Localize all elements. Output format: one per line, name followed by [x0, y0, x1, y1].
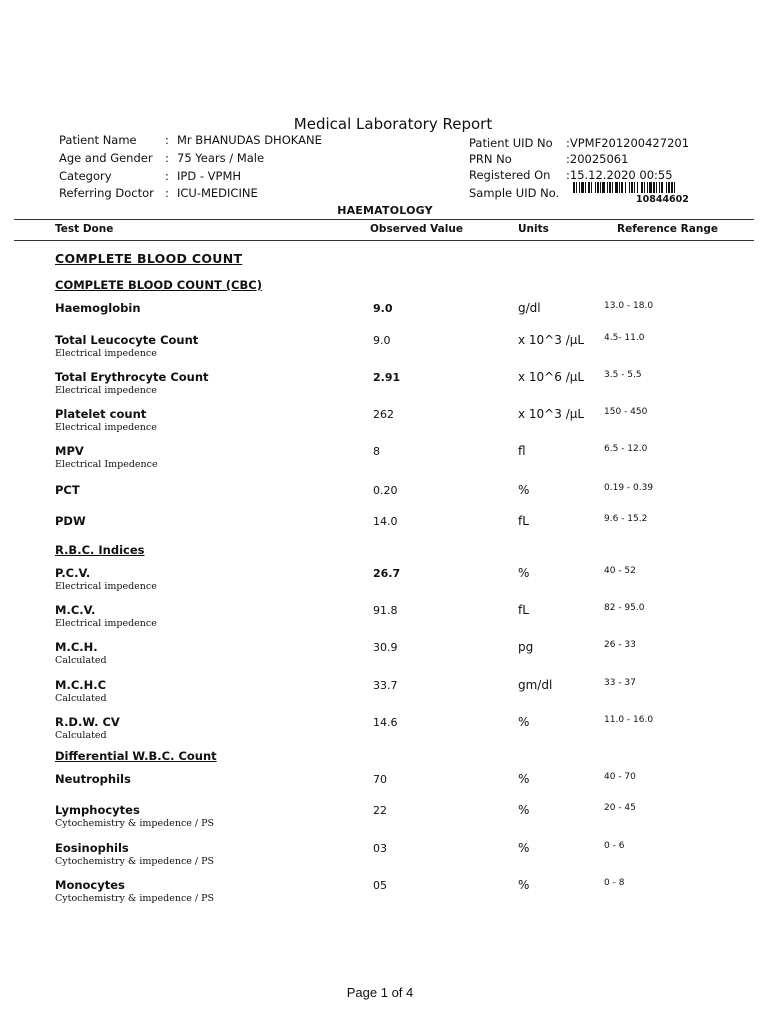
test-method: Electrical impedence: [55, 348, 157, 359]
prn-value: :20025061: [566, 152, 629, 166]
unit: x 10^6 /µL: [518, 370, 585, 384]
barcode-bar: [573, 182, 575, 193]
unit: fL: [518, 514, 529, 528]
divider: [14, 219, 754, 220]
barcode-bar: [581, 182, 584, 193]
test-name: PDW: [55, 514, 86, 528]
divider: [14, 240, 754, 241]
unit: %: [518, 483, 530, 497]
reference-range: 13.0 - 18.0: [604, 301, 654, 311]
observed-value: 8: [373, 445, 380, 458]
unit: x 10^3 /µL: [518, 333, 585, 347]
test-name: M.C.V.: [55, 603, 96, 617]
observed-value: 26.7: [373, 567, 401, 580]
test-name: M.C.H.C: [55, 678, 107, 692]
observed-value: 9.0: [373, 302, 393, 315]
reference-range: 4.5- 11.0: [604, 333, 645, 343]
reference-range: 26 - 33: [604, 640, 636, 650]
test-method: Electrical impedence: [55, 422, 157, 433]
barcode-bar: [629, 182, 630, 193]
test-name: Lymphocytes: [55, 803, 140, 817]
barcode-bar: [591, 182, 592, 193]
prn-label: PRN No: [469, 152, 512, 166]
barcode-bar: [659, 182, 660, 193]
unit: %: [518, 772, 530, 786]
reference-range: 0 - 6: [604, 841, 625, 851]
test-method: Calculated: [55, 693, 107, 704]
test-name: Neutrophils: [55, 772, 131, 786]
observed-value: 70: [373, 773, 387, 786]
referring-doctor-value: ICU-MEDICINE: [177, 186, 258, 200]
observed-value: 14.0: [373, 515, 398, 528]
barcode-bar: [600, 182, 601, 193]
test-name: MPV: [55, 444, 84, 458]
category-value: IPD - VPMH: [177, 169, 242, 183]
age-gender-value: 75 Years / Male: [177, 151, 265, 165]
barcode-bar: [595, 182, 596, 193]
test-name: P.C.V.: [55, 566, 91, 580]
observed-value: 2.91: [373, 371, 401, 384]
barcode-bar: [612, 182, 613, 193]
patient-uid-label: Patient UID No: [469, 136, 553, 150]
barcode-bar: [602, 182, 605, 193]
colon: :: [165, 133, 169, 147]
patient-name-label: Patient Name: [59, 133, 137, 147]
test-name: Eosinophils: [55, 841, 129, 855]
unit: gm/dl: [518, 678, 553, 692]
barcode-bar: [666, 182, 667, 193]
colon: :: [165, 186, 169, 200]
colon: :: [165, 151, 169, 165]
reference-range: 11.0 - 16.0: [604, 715, 654, 725]
unit: %: [518, 841, 530, 855]
barcode-bar: [653, 182, 655, 193]
barcode-bar: [597, 182, 599, 193]
test-method: Cytochemistry & impedence / PS: [55, 818, 215, 829]
observed-value: 9.0: [373, 334, 391, 347]
page-number: Page 1 of 4: [346, 985, 414, 1000]
unit: %: [518, 878, 530, 892]
barcode-bar: [615, 182, 618, 193]
barcode-bar: [579, 182, 580, 193]
reference-range: 0.19 - 0.39: [604, 483, 654, 493]
patient-name-value: Mr BHANUDAS DHOKANE: [177, 133, 322, 147]
registered-on-label: Registered On: [469, 168, 551, 182]
observed-value: 33.7: [373, 679, 398, 692]
barcode-bar: [656, 182, 657, 193]
test-name: PCT: [55, 483, 80, 497]
unit: x 10^3 /µL: [518, 407, 585, 421]
test-method: Electrical impedence: [55, 385, 157, 396]
unit: %: [518, 803, 530, 817]
test-method: Cytochemistry & impedence / PS: [55, 893, 215, 904]
unit: pg: [518, 640, 534, 654]
colon: :: [165, 169, 169, 183]
test-method: Calculated: [55, 655, 107, 666]
unit: %: [518, 566, 530, 580]
barcode-bar: [585, 182, 586, 193]
test-name: Monocytes: [55, 878, 125, 892]
barcode-bar: [631, 182, 633, 193]
barcode-bar: [625, 182, 626, 193]
observed-value: 03: [373, 842, 387, 855]
barcode-bar: [588, 182, 590, 193]
reference-range: 6.5 - 12.0: [604, 444, 648, 454]
test-method: Electrical impedence: [55, 581, 157, 592]
barcode-bar: [671, 182, 673, 193]
test-name: M.C.H.: [55, 640, 98, 654]
barcode-bar: [641, 182, 643, 193]
referring-doctor-label: Referring Doctor: [59, 186, 154, 200]
column-header-value: Observed Value: [370, 223, 463, 235]
barcode-icon: [573, 182, 753, 193]
barcode-bar: [609, 182, 611, 193]
test-name: Total Leucocyte Count: [55, 333, 199, 347]
reference-range: 0 - 8: [604, 878, 625, 888]
test-name: Total Erythrocyte Count: [55, 370, 209, 384]
barcode-bar: [637, 182, 638, 193]
heading-differential-wbc: Differential W.B.C. Count: [55, 749, 217, 763]
unit: fl: [518, 444, 526, 458]
unit: %: [518, 715, 530, 729]
reference-range: 40 - 70: [604, 772, 636, 782]
reference-range: 20 - 45: [604, 803, 636, 813]
barcode-bar: [649, 182, 652, 193]
reference-range: 3.5 - 5.5: [604, 370, 642, 380]
category-label: Category: [59, 169, 112, 183]
unit: g/dl: [518, 301, 541, 315]
barcode-bar: [661, 182, 663, 193]
test-method: Electrical impedence: [55, 618, 157, 629]
test-method: Electrical Impedence: [55, 459, 158, 470]
report-title: Medical Laboratory Report: [293, 115, 493, 133]
barcode-bar: [619, 182, 620, 193]
observed-value: 22: [373, 804, 387, 817]
observed-value: 91.8: [373, 604, 398, 617]
column-header-test: Test Done: [55, 223, 114, 235]
observed-value: 262: [373, 408, 394, 421]
reference-range: 33 - 37: [604, 678, 636, 688]
reference-range: 150 - 450: [604, 407, 648, 417]
unit: fL: [518, 603, 529, 617]
observed-value: 30.9: [373, 641, 398, 654]
barcode-bar: [647, 182, 648, 193]
reference-range: 9.6 - 15.2: [604, 514, 648, 524]
registered-on-value: :15.12.2020 00:55: [566, 168, 673, 182]
test-name: Platelet count: [55, 407, 147, 421]
barcode-bar: [634, 182, 635, 193]
test-name: R.D.W. CV: [55, 715, 120, 729]
test-method: Cytochemistry & impedence / PS: [55, 856, 215, 867]
barcode-bar: [668, 182, 670, 193]
barcode-bar: [644, 182, 645, 193]
sample-uid-label: Sample UID No.: [469, 186, 560, 200]
sample-uid-value: 10844602: [636, 194, 689, 205]
test-method: Calculated: [55, 730, 107, 741]
age-gender-label: Age and Gender: [59, 151, 153, 165]
reference-range: 40 - 52: [604, 566, 636, 576]
observed-value: 14.6: [373, 716, 398, 729]
reference-range: 82 - 95.0: [604, 603, 645, 613]
barcode-bar: [576, 182, 577, 193]
heading-cbc: COMPLETE BLOOD COUNT: [55, 251, 243, 266]
column-header-units: Units: [518, 223, 549, 235]
heading-cbc-sub: COMPLETE BLOOD COUNT (CBC): [55, 278, 262, 292]
observed-value: 0.20: [373, 484, 398, 497]
barcode-bar: [607, 182, 608, 193]
observed-value: 05: [373, 879, 387, 892]
barcode-bar: [674, 182, 675, 193]
barcode-bar: [621, 182, 623, 193]
test-name: Haemoglobin: [55, 301, 141, 315]
section-title: HAEMATOLOGY: [337, 204, 433, 217]
patient-uid-value: :VPMF201200427201: [566, 136, 690, 150]
heading-rbc-indices: R.B.C. Indices: [55, 543, 145, 557]
column-header-range: Reference Range: [617, 223, 718, 235]
